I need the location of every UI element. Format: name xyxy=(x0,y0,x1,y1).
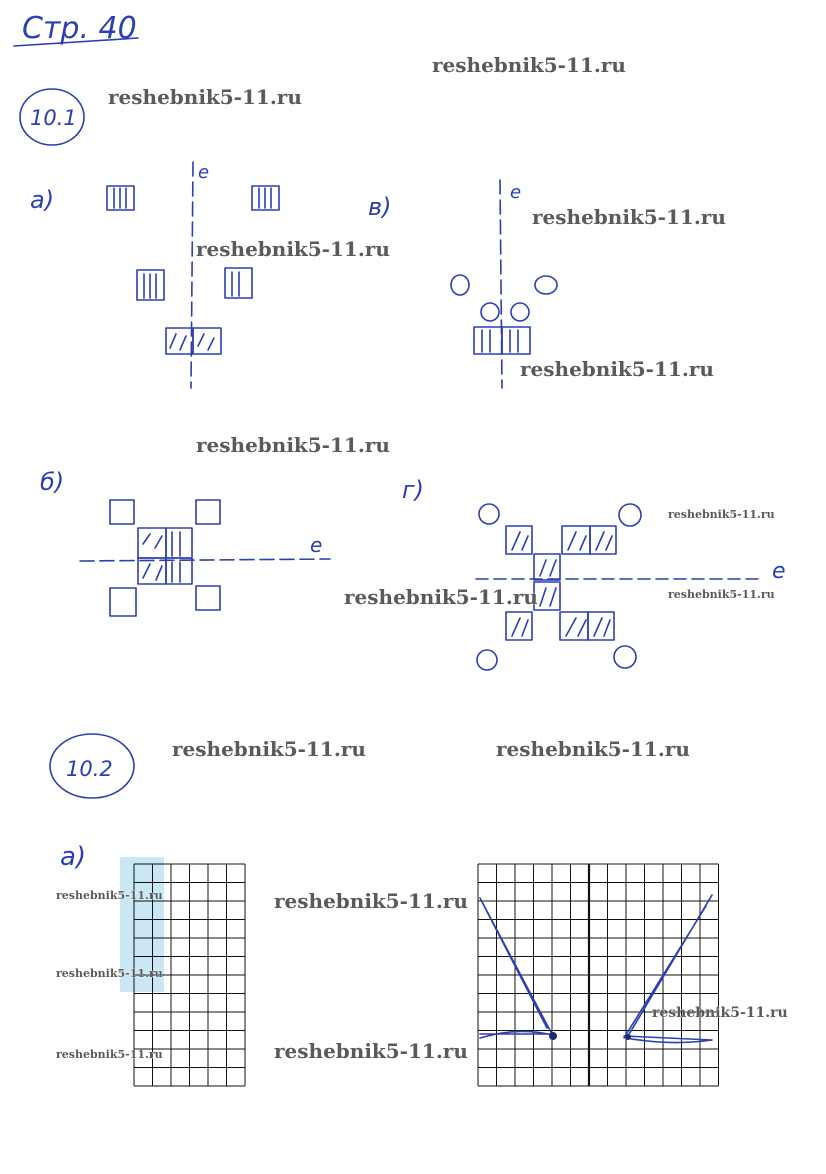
watermark: reshebnik5-11.ru xyxy=(56,889,163,902)
part-10-1-a xyxy=(30,162,279,388)
part-label: б) xyxy=(40,468,65,496)
part-label: г) xyxy=(402,476,424,504)
watermark: reshebnik5-11.ru xyxy=(274,889,468,913)
point xyxy=(625,1034,631,1040)
watermark: reshebnik5-11.ru xyxy=(668,508,775,521)
symmetry-axis xyxy=(80,559,330,561)
figure-squares xyxy=(110,500,220,616)
symmetry-axis xyxy=(500,180,502,388)
watermark: reshebnik5-11.ru xyxy=(172,737,366,761)
watermark: reshebnik5-11.ru xyxy=(520,357,714,381)
watermark: reshebnik5-11.ru xyxy=(652,1005,788,1021)
page-label: Стр. 40 xyxy=(22,11,137,46)
watermark: reshebnik5-11.ru xyxy=(274,1039,468,1063)
figure-circles-squares xyxy=(451,275,557,354)
part-10-1-b xyxy=(40,468,330,616)
page-header xyxy=(14,11,138,46)
axis-label: e xyxy=(510,182,522,203)
part-label: а) xyxy=(30,186,55,214)
task-number: 10.2 xyxy=(66,757,113,781)
axis-label: e xyxy=(198,162,210,183)
grid-right xyxy=(478,864,719,1086)
watermark: reshebnik5-11.ru xyxy=(496,737,690,761)
watermark: reshebnik5-11.ru xyxy=(532,205,726,229)
watermark: reshebnik5-11.ru xyxy=(56,967,163,980)
watermark: reshebnik5-11.ru xyxy=(196,433,390,457)
axis-label: e xyxy=(310,533,323,557)
task-10-1-heading xyxy=(20,89,84,145)
task-10-2-heading xyxy=(50,734,134,798)
watermark: reshebnik5-11.ru xyxy=(432,53,626,77)
part-10-1-g xyxy=(402,476,786,670)
point xyxy=(549,1032,557,1040)
part-label: в) xyxy=(368,193,392,221)
watermark: reshebnik5-11.ru xyxy=(196,237,390,261)
task-number: 10.1 xyxy=(30,106,77,130)
watermark: reshebnik5-11.ru xyxy=(108,85,302,109)
watermark: reshebnik5-11.ru xyxy=(344,585,538,609)
axis-label: e xyxy=(772,559,786,584)
watermark: reshebnik5-11.ru xyxy=(56,1048,163,1061)
watermark: reshebnik5-11.ru xyxy=(668,588,775,601)
part-label: а) xyxy=(60,842,87,872)
